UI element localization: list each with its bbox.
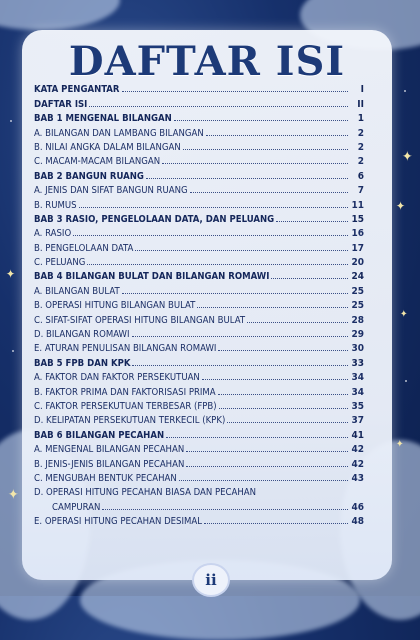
star-icon: ✦ <box>6 267 16 281</box>
toc-dot-leader <box>132 336 348 337</box>
toc-dot-leader <box>162 163 348 164</box>
toc-entry-label: C. PELUANG <box>34 257 86 269</box>
toc-item-row[interactable] <box>34 412 364 426</box>
toc-item-row[interactable] <box>34 139 364 153</box>
toc-page-number: 33 <box>351 357 364 369</box>
toc-dot-leader <box>122 293 348 294</box>
toc-dot-leader <box>218 394 348 395</box>
toc-item-row[interactable] <box>34 513 364 527</box>
toc-dot-leader <box>276 221 348 222</box>
toc-dot-leader <box>122 91 348 92</box>
toc-dot-leader <box>89 106 348 107</box>
toc-item-row[interactable] <box>34 225 364 239</box>
toc-dot-leader <box>87 264 348 265</box>
toc-dot-leader <box>247 322 348 323</box>
star-dot <box>405 380 407 382</box>
star-dot <box>10 120 12 122</box>
toc-page-number: 2 <box>357 156 364 168</box>
toc-chapter-row[interactable] <box>34 95 364 109</box>
toc-item-row[interactable] <box>34 383 364 397</box>
toc-dot-leader <box>135 250 348 251</box>
toc-dot-leader <box>204 523 348 524</box>
toc-chapter-row[interactable] <box>34 426 364 440</box>
toc-entry-label: B. FAKTOR PRIMA DAN FAKTORISASI PRIMA <box>34 386 216 398</box>
table-of-contents <box>34 81 364 527</box>
toc-page-number: 43 <box>351 472 364 484</box>
toc-item-row[interactable] <box>34 398 364 412</box>
toc-item-row[interactable] <box>34 297 364 311</box>
toc-chapter-row[interactable] <box>34 81 364 95</box>
toc-item-row[interactable] <box>34 340 364 354</box>
toc-page-number: 2 <box>357 141 364 153</box>
toc-dot-leader <box>102 509 348 510</box>
toc-dot-leader <box>179 480 348 481</box>
toc-entry-label: C. MACAM-MACAM BILANGAN <box>34 156 161 168</box>
toc-entry-label: C. SIFAT-SIFAT OPERASI HITUNG BILANGAN BULAT <box>34 314 246 326</box>
toc-item-row[interactable] <box>34 484 364 498</box>
toc-dot-leader <box>132 365 348 366</box>
star-icon: ✦ <box>400 309 408 320</box>
toc-page-number: 48 <box>351 516 364 528</box>
toc-item-row[interactable] <box>34 311 364 325</box>
toc-entry-label: B. JENIS-JENIS BILANGAN PECAHAN <box>34 458 185 470</box>
toc-page-number: 2 <box>357 127 364 139</box>
toc-entry-label: E. ATURAN PENULISAN BILANGAN ROMAWI <box>34 343 217 355</box>
toc-item-row[interactable] <box>34 441 364 455</box>
toc-entry-label: B. OPERASI HITUNG BILANGAN BULAT <box>34 300 196 312</box>
toc-entry-label: BAB 4 BILANGAN BULAT DAN BILANGAN ROMAWI <box>34 271 270 283</box>
star-icon: ✦ <box>402 149 413 165</box>
toc-page-number: 46 <box>351 501 364 513</box>
toc-chapter-row[interactable] <box>34 354 364 368</box>
toc-entry-label: B. NILAI ANGKA DALAM BILANGAN <box>34 141 181 153</box>
toc-page-number: 7 <box>357 185 364 197</box>
toc-item-row[interactable] <box>34 239 364 253</box>
toc-dot-leader <box>190 192 348 193</box>
toc-page-number: 42 <box>351 458 364 470</box>
toc-page-number: 1 <box>357 113 364 125</box>
toc-item-row[interactable] <box>34 182 364 196</box>
toc-entry-label: D. OPERASI HITUNG PECAHAN BIASA DAN PECAHAN <box>34 487 257 499</box>
toc-dot-leader <box>79 207 348 208</box>
toc-entry-label: CAMPURAN <box>52 501 101 513</box>
toc-entry-label: B. RUMUS <box>34 199 77 211</box>
toc-entry-label: BAB 2 BANGUN RUANG <box>34 170 144 182</box>
toc-page-number: 34 <box>351 386 364 398</box>
toc-dot-leader <box>146 178 348 179</box>
toc-page-number: 16 <box>351 228 364 240</box>
toc-entry-label: D. BILANGAN ROMAWI <box>34 329 130 341</box>
toc-dot-leader <box>202 379 348 380</box>
toc-item-row[interactable] <box>34 282 364 296</box>
toc-page-number: 35 <box>351 400 364 412</box>
star-dot <box>404 90 406 92</box>
toc-entry-label: BAB 6 BILANGAN PECAHAN <box>34 429 165 441</box>
toc-chapter-row[interactable] <box>34 211 364 225</box>
toc-page-number: II <box>357 98 364 110</box>
toc-entry-label: A. RASIO <box>34 228 72 240</box>
toc-page-number: 6 <box>357 170 364 182</box>
toc-entry-label: B. PENGELOLAAN DATA <box>34 242 134 254</box>
toc-page-number: 29 <box>351 329 364 341</box>
toc-entry-label: BAB 3 RASIO, PENGELOLAAN DATA, DAN PELUANG <box>34 213 275 225</box>
toc-chapter-row[interactable] <box>34 167 364 181</box>
toc-entry-label: E. OPERASI HITUNG PECAHAN DESIMAL <box>34 516 202 528</box>
toc-page-number: I <box>360 84 364 96</box>
toc-entry-label: BAB 5 FPB DAN KPK <box>34 357 131 369</box>
toc-item-row[interactable] <box>34 254 364 268</box>
toc-item-row[interactable] <box>34 470 364 484</box>
toc-page-number: 34 <box>351 372 364 384</box>
toc-entry-label: A. FAKTOR DAN FAKTOR PERSEKUTUAN <box>34 372 200 384</box>
toc-page-number: 25 <box>351 285 364 297</box>
toc-page-number: 42 <box>351 444 364 456</box>
toc-page-number: 20 <box>351 257 364 269</box>
toc-page-number: 17 <box>351 242 364 254</box>
page-title: DAFTAR ISI <box>68 38 346 85</box>
cloud-decoration <box>0 0 120 30</box>
star-icon: ✦ <box>8 487 19 503</box>
page-number: ii <box>192 563 230 597</box>
toc-dot-leader <box>219 408 348 409</box>
toc-page-number: 28 <box>351 314 364 326</box>
star-icon: ✦ <box>396 439 404 450</box>
toc-item-row[interactable] <box>34 455 364 469</box>
toc-entry-label: KATA PENGANTAR <box>34 84 120 96</box>
toc-item-row[interactable] <box>34 498 364 512</box>
toc-dot-leader <box>227 422 348 423</box>
toc-entry-label: A. MENGENAL BILANGAN PECAHAN <box>34 444 185 456</box>
toc-dot-leader <box>197 307 348 308</box>
toc-page-number: 25 <box>351 300 364 312</box>
toc-dot-leader <box>183 149 348 150</box>
toc-dot-leader <box>174 120 348 121</box>
toc-page-number: 24 <box>351 271 364 283</box>
toc-entry-label: C. FAKTOR PERSEKUTUAN TERBESAR (FPB) <box>34 400 217 412</box>
star-icon: ✦ <box>396 199 406 213</box>
toc-entry-label: A. JENIS DAN SIFAT BANGUN RUANG <box>34 185 188 197</box>
toc-page-number: 41 <box>351 429 364 441</box>
toc-item-row[interactable] <box>34 326 364 340</box>
toc-dot-leader <box>186 451 348 452</box>
toc-entry-label: D. KELIPATAN PERSEKUTUAN TERKECIL (KPK) <box>34 415 226 427</box>
toc-item-row[interactable] <box>34 369 364 383</box>
toc-dot-leader <box>186 466 348 467</box>
toc-entry-label: BAB 1 MENGENAL BILANGAN <box>34 113 172 125</box>
toc-entry-label: C. MENGUBAH BENTUK PECAHAN <box>34 472 177 484</box>
toc-chapter-row[interactable] <box>34 110 364 124</box>
toc-entry-label: A. BILANGAN DAN LAMBANG BILANGAN <box>34 127 204 139</box>
toc-dot-leader <box>166 437 348 438</box>
toc-item-row[interactable] <box>34 153 364 167</box>
toc-dot-leader <box>206 135 348 136</box>
toc-dot-leader <box>73 235 348 236</box>
toc-page-number: 37 <box>351 415 364 427</box>
toc-entry-label: A. BILANGAN BULAT <box>34 285 120 297</box>
toc-dot-leader <box>271 278 348 279</box>
toc-entry-label: DAFTAR ISI <box>34 98 88 110</box>
toc-page-number: 15 <box>351 213 364 225</box>
star-dot <box>12 350 14 352</box>
toc-page-number: 30 <box>351 343 364 355</box>
toc-item-row[interactable] <box>34 124 364 138</box>
toc-dot-leader <box>218 350 348 351</box>
toc-item-row[interactable] <box>34 196 364 210</box>
toc-chapter-row[interactable] <box>34 268 364 282</box>
toc-page-number: 11 <box>351 199 364 211</box>
